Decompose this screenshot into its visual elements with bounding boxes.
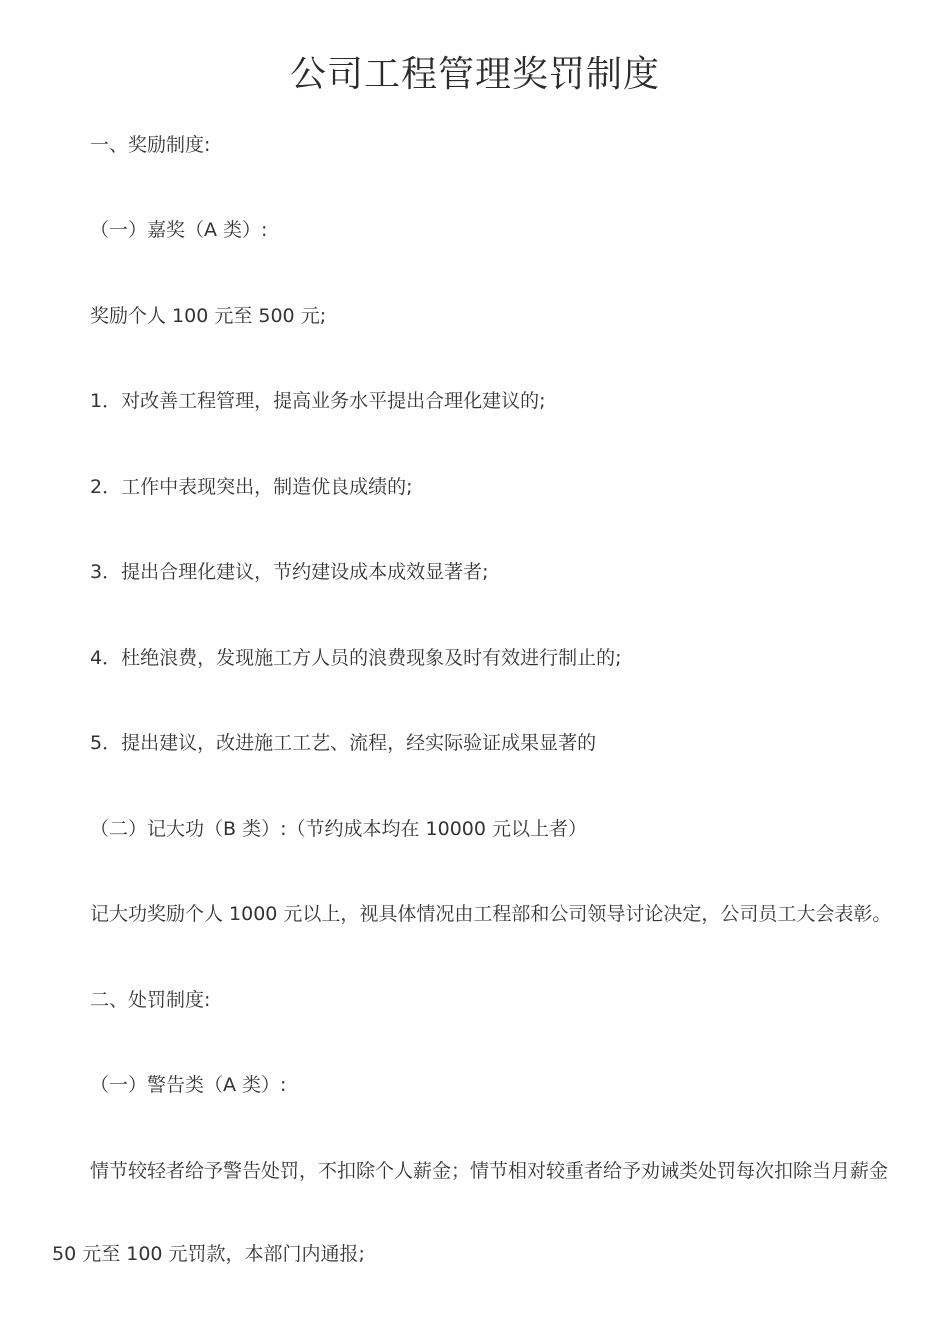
list-item-1: 1．对改善工程管理，提高业务水平提出合理化建议的; (90, 390, 546, 412)
paragraph-commendation-amount: 奖励个人 100 元至 500 元; (90, 305, 327, 327)
paragraph-warning-line-2: 50 元至 100 元罚款，本部门内通报; (52, 1243, 365, 1265)
document-title: 公司工程管理奖罚制度 (289, 54, 660, 95)
list-item-2: 2．工作中表现突出，制造优良成绩的; (90, 476, 413, 498)
subsection-heading-warning: （一）警告类（A 类）: (90, 1074, 287, 1096)
subsection-heading-merit: （二）记大功（B 类）:（节约成本均在 10000 元以上者） (90, 818, 587, 840)
section-heading-penalties: 二、处罚制度: (90, 989, 211, 1011)
paragraph-warning-line-1: 情节较轻者给予警告处罚，不扣除个人薪金；情节相对较重者给予劝诫类处罚每次扣除当月薪金 (90, 1160, 889, 1182)
paragraph-merit-reward: 记大功奖励个人 1000 元以上，视具体情况由工程部和公司领导讨论决定，公司员工大会表彰。 (90, 903, 892, 925)
list-item-3: 3．提出合理化建议，节约建设成本成效显著者; (90, 561, 489, 583)
list-item-5: 5．提出建议，改进施工工艺、流程，经实际验证成果显著的 (90, 732, 597, 754)
list-item-4: 4．杜绝浪费，发现施工方人员的浪费现象及时有效进行制止的; (90, 647, 622, 669)
section-heading-rewards: 一、奖励制度: (90, 134, 211, 156)
subsection-heading-commendation: （一）嘉奖（A 类）: (90, 219, 268, 241)
